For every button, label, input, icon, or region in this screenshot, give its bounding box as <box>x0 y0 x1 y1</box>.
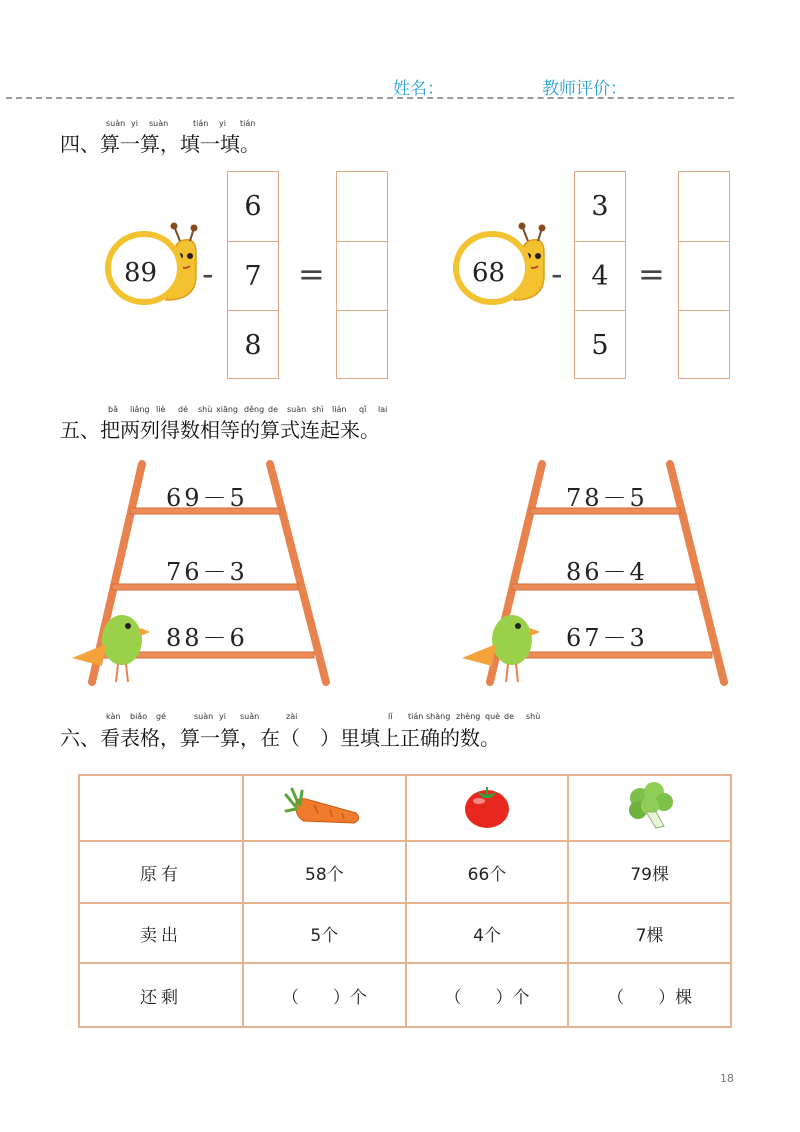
expression[interactable]: 88－6 <box>166 624 248 652</box>
pinyin: zhèng <box>456 712 481 721</box>
pinyin: shù <box>198 405 213 414</box>
subtrahend: 5 <box>575 310 625 380</box>
equals-sign: = <box>298 255 325 293</box>
equals-sign: = <box>638 255 665 293</box>
table-cell: 5个 <box>243 903 406 963</box>
table-header-cell <box>568 775 731 841</box>
table-header-cell <box>406 775 569 841</box>
answer-box[interactable] <box>337 172 387 241</box>
header-divider <box>6 97 734 99</box>
pinyin: suàn <box>287 405 307 414</box>
subtrahend-column <box>574 171 626 379</box>
answer-cell[interactable]: （ ）个 <box>406 963 569 1027</box>
broccoli-icon <box>620 780 680 832</box>
name-label: 姓名： <box>393 79 444 99</box>
table-corner-cell <box>79 775 243 841</box>
table-cell: 7棵 <box>568 903 731 963</box>
pinyin: xiāng <box>216 405 239 414</box>
pinyin: děng <box>244 405 265 414</box>
pinyin: lǐ <box>388 712 393 721</box>
minus-sign: - <box>551 255 563 293</box>
table-cell: 66个 <box>406 841 569 903</box>
table-header-cell <box>243 775 406 841</box>
pinyin: tián <box>408 712 424 721</box>
table-row <box>79 963 731 1027</box>
expression[interactable]: 76－3 <box>166 558 248 586</box>
pinyin: suàn <box>240 712 260 721</box>
pinyin: liè <box>156 405 166 414</box>
pinyin: dé <box>178 405 188 414</box>
pinyin: qǐ <box>359 405 367 414</box>
answer-cell[interactable]: （ ）个 <box>243 963 406 1027</box>
answer-box[interactable] <box>337 241 387 310</box>
table-cell: 58个 <box>243 841 406 903</box>
pinyin: de <box>504 712 514 721</box>
pinyin: què <box>485 712 501 721</box>
answer-box[interactable] <box>679 310 729 379</box>
table-row <box>79 841 731 903</box>
pinyin: suàn <box>149 119 169 128</box>
pinyin: yi <box>219 712 226 721</box>
section-5-title: 五、把两列得数相等的算式连起来。 <box>60 418 380 442</box>
bird-icon <box>462 615 540 682</box>
subtrahend: 3 <box>591 191 609 222</box>
pinyin: lai <box>378 405 388 414</box>
row-label: 卖出 <box>79 903 243 963</box>
expression[interactable]: 67－3 <box>566 624 648 652</box>
answer-column[interactable] <box>336 171 388 379</box>
sales-table <box>78 774 732 1028</box>
pinyin: lián <box>332 405 347 414</box>
section-6-title: 六、看表格，算一算，在（ ）里填上正确的数。 <box>60 726 500 750</box>
pinyin: suàn <box>106 119 126 128</box>
subtrahend: 6 <box>244 191 262 222</box>
pinyin: biǎo <box>130 712 148 721</box>
subtrahend: 4 <box>575 241 625 311</box>
page-number: 18 <box>720 1072 734 1085</box>
pinyin: liǎng <box>130 405 150 414</box>
table-cell: 79棵 <box>568 841 731 903</box>
answer-box[interactable] <box>337 310 387 379</box>
row-label: 原有 <box>79 841 243 903</box>
pinyin: gé <box>156 712 166 721</box>
carrot-icon <box>284 783 364 829</box>
pinyin: suàn <box>194 712 214 721</box>
subtrahend-column <box>227 171 279 379</box>
subtrahend: 7 <box>228 241 278 311</box>
section-4-title: 四、算一算，填一填。 <box>60 132 260 156</box>
answer-box[interactable] <box>679 172 729 241</box>
pinyin: shàng <box>426 712 451 721</box>
row-label: 还剩 <box>79 963 243 1027</box>
pinyin: yi <box>131 119 138 128</box>
pinyin: kàn <box>106 712 121 721</box>
table-header-row <box>79 775 731 841</box>
pinyin: shù <box>526 712 541 721</box>
minuend: 68 <box>472 258 506 288</box>
pinyin: bǎ <box>108 405 118 414</box>
answer-column[interactable] <box>678 171 730 379</box>
answer-box[interactable] <box>679 241 729 310</box>
table-row <box>79 903 731 963</box>
expression[interactable]: 78－5 <box>566 484 648 512</box>
expression[interactable]: 86－4 <box>566 558 648 586</box>
table-cell: 4个 <box>406 903 569 963</box>
teacher-evaluation-label: 教师评价： <box>542 79 627 99</box>
subtrahend: 8 <box>228 310 278 380</box>
bird-icon <box>72 615 150 682</box>
pinyin: shì <box>312 405 324 414</box>
answer-cell[interactable]: （ ）棵 <box>568 963 731 1027</box>
minuend: 89 <box>124 258 158 288</box>
expression[interactable]: 69－5 <box>166 484 248 512</box>
pinyin: yi <box>219 119 226 128</box>
pinyin: tián <box>240 119 256 128</box>
pinyin: de <box>268 405 278 414</box>
tomato-icon <box>457 781 517 831</box>
pinyin: tián <box>193 119 209 128</box>
minus-sign: - <box>202 255 214 293</box>
pinyin: zài <box>286 712 298 721</box>
